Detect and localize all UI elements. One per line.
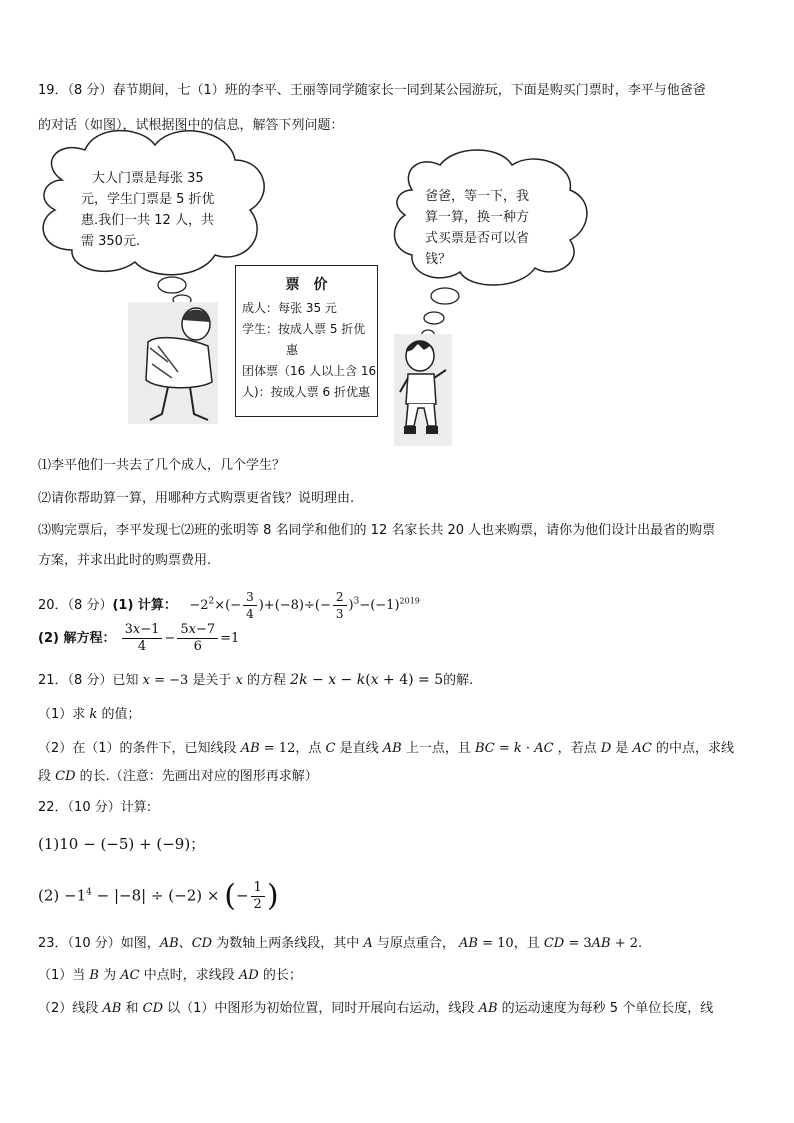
dad-thought-bubble-1 bbox=[158, 277, 186, 293]
q19-header: 19．（8 分）春节期间，七（1）班的李平、王丽等同学随家长一同到某公园游玩，下面是购买门票时，李平与他爸爸 bbox=[38, 83, 706, 98]
q22-part2: $(2) -1^4 - |-8| \div (-2)$ × (− $\frac{1}{2}$ ) bbox=[38, 878, 279, 914]
dad-bubble-line-3: 惠.我们一共 12 人，共 bbox=[81, 213, 214, 228]
q20-expression: $-2^2\times(-$ $\frac{3}{4}$ )+(−8)÷(− $\frac{2}{3}$ )$^3-(-1)^{2019}$ bbox=[181, 590, 420, 621]
son-thought-bubble-1 bbox=[431, 288, 459, 304]
q19-header-2: 的对话（如图），试根据图中的信息，解答下列问题： bbox=[38, 118, 344, 133]
q19-sub3-line1: ⑶购完票后，李平发现七⑵班的张明等 8 名同学和他们的 12 名家长共 20 人也来购票，请你为他们设计出最省的购票 bbox=[38, 523, 716, 538]
dad-bubble-line-2: 元，学生门票是 5 折优 bbox=[81, 192, 215, 207]
dad-bubble-line-1: 大人门票是每张 35 bbox=[92, 171, 204, 186]
dad-figure bbox=[128, 302, 218, 424]
q21-sub2-line2: 段 CD 的长.（注意：先画出对应的图形再求解） bbox=[38, 769, 318, 784]
notice-row-group: 团体票（16 人以上含 16 bbox=[242, 364, 377, 378]
q20-label: 20．（8 分） bbox=[38, 598, 113, 613]
son-thought-bubble-2 bbox=[424, 312, 444, 324]
q22-part1: (1)10 − (−5) + (−9)； bbox=[38, 835, 206, 853]
q23-stem: 23．（10 分）如图，AB、CD 为数轴上两条线段，其中 A 与原点重合， AB = 10，且 CD = 3AB + 2. bbox=[38, 936, 643, 951]
notice-row-adult: 成人：每张 35 元 bbox=[242, 301, 337, 315]
q19-sub2: ⑵请你帮助算一算，用哪种方式购票更省钱？说明理由. bbox=[38, 491, 355, 506]
son-bubble-line-1: 爸爸，等一下，我 bbox=[425, 189, 530, 204]
q23-sub1: （1）当 B 为 AC 中点时，求线段 AD 的长； bbox=[38, 968, 302, 983]
q19-sub1: ⑴李平他们一共去了几个成人，几个学生？ bbox=[38, 458, 286, 473]
q19-sub3-line2: 方案，并求出此时的购票费用. bbox=[38, 553, 212, 568]
q21-stem: 21．（8 分）已知 x = −3 是关于 x 的方程 2k − x − k(x + 4) = 5的解. bbox=[38, 672, 474, 688]
son-bubble-line-3: 式买票是否可以省 bbox=[425, 231, 530, 246]
q22-label: 22．（10 分）计算: bbox=[38, 800, 152, 815]
son-bubble-line-4: 钱？ bbox=[425, 252, 452, 267]
dad-bubble-line-4: 需 350元. bbox=[81, 234, 141, 249]
notice-title: 票价 bbox=[285, 277, 342, 293]
q20-p2-label: (2) 解方程： bbox=[38, 631, 116, 646]
ticket-price-notice bbox=[235, 265, 378, 417]
son-figure bbox=[394, 334, 452, 446]
q21-sub2-line1: （2）在（1）的条件下，已知线段 AB = 12，点 C 是直线 AB 上一点，且 BC = k · AC ，若点 D 是 AC 的中点，求线 bbox=[38, 741, 735, 756]
q20-part1 bbox=[38, 589, 420, 622]
q21-sub1: （1）求 k 的值； bbox=[38, 707, 141, 722]
q23-sub2: （2）线段 AB 和 CD 以（1）中图形为初始位置，同时开展向右运动，线段 AB 的运动速度为每秒 5 个单位长度，线 bbox=[38, 1001, 714, 1016]
q20-equation: $\frac{3x-1}{4}$ − $\frac{5x-7}{6}$ =1 bbox=[120, 631, 240, 646]
q20-exp: 2019 bbox=[399, 596, 420, 606]
q20-part2 bbox=[38, 622, 239, 655]
notice-row-student-cont: 惠 bbox=[286, 343, 299, 357]
son-bubble-line-2: 算一算，换一种方 bbox=[425, 210, 530, 225]
notice-row-group-cont: 人)：按成人票 6 折优惠 bbox=[242, 385, 370, 399]
notice-row-student: 学生：按成人票 5 折优 bbox=[242, 322, 366, 336]
q20-p1-label: (1) 计算： bbox=[112, 598, 177, 613]
